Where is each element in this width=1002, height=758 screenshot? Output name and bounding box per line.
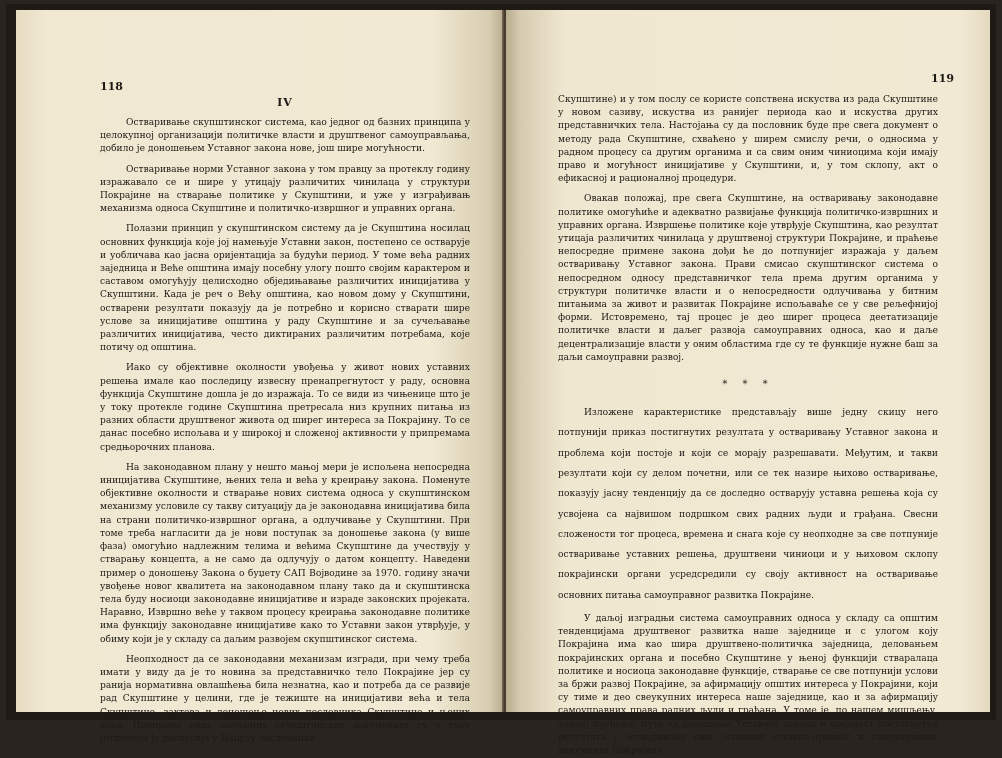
- paragraph: Остваривање норми Уставног закона у том правцу за протеклу годину изражавало се и шире у утицају различитих чинилаца у структури Покрајине на стварање политике у Скупштини, и уже у изграђивањ механизма односа Скупштине и политичко-извршног и управних органа.: [100, 164, 470, 215]
- page-number-right: 119: [931, 72, 954, 85]
- paragraph: Полазни принцип у скупштинском систему да је Скупштина носилац основних функција које јој намењује Уставни закон, постепено се остварује и уобличава као јасна оријентација за будући период. У томе већа радних заједница и Веће општина имају посебну улогу пошто својим карактером и саставом омогућују целисходно обједињавање различитих иницијатива у Скупштини. Када је реч о Већу општина, као новом дому у Скупштини, остварени резултати показују да је потребно и корисно стварати шире услове за иницијативе општина у раду Скупштине и за сучељавање различитих иницијатива, често диктираних различитим потребама, које потичу од општина.: [100, 224, 470, 354]
- book-spread: [6, 4, 996, 757]
- section-heading: IV: [277, 96, 293, 109]
- section-separator: * * *: [722, 379, 774, 391]
- paragraph: Изложене карактеристике представљају више једну скицу него потпунији приказ постигнутих резултата у остваривању Уставног закона и проблема који постоје и који се морају разрешавати. Међутим, и такви резултати који су делом почетни, или се тек назире њихово остваривање, показују јасну тенденцију да се доследно остварују уставна решења која су усвојена са највишом подршком свих радних људи и грађана. Свесни сложености тог процеса, времена и снага које су неопходне за све потпуније остваривање уставних решења, друштвени чиниоци и у њиховом склопу покрајински органи усредсредили су своју активност на остваривање основних питања самоуправног развитка Покрајине.: [558, 408, 938, 601]
- page-number-left: 118: [100, 80, 123, 93]
- paragraph: Иако су објективне околности увођења у живот нових уставних решења имале као последицу извесну пренапрегнутост у раду, основна функција Скупштине дошла је до изражаја. То се види из чињенице што је у току протекле године Скупштина претресала низ крупних питања из разних области друштвеног живота од ширег интереса за Покрајину. То се данас посебно испољава и у широкој и сложеној активности у припремама средњорочних планова.: [100, 363, 470, 453]
- paragraph: Неопходност да се законодавни механизам изгради, при чему треба имати у виду да је то новина за представничко тело Покрајине јер су ранија нормативна овлашћења била незнатна, као и потреба да се развије рад Скупштине у целини, где је тежиште на иницијативи већа и тела Скупштине, захтева и доношење нових пословника Скупштине и њених већа. Припреме ових значајних скупштинских докумената су у току (отпочела је дискусија у Нацрту пословника: [100, 654, 470, 744]
- left-page: [16, 10, 504, 744]
- paragraph: Скупштине) и у том послу се користе сопствена искуства из рада Скупштине у новом сазиву, искуства из ранијег периода као и искуства других представничких тела. Настојања су да пословник буде пре свега документ о методу рада Скупштине, схваћено у ширем смислу речи, о односима у радном процесу са другим органима и са свим оним чиниоцима који имају право и могућност иницијативе у Скупштини, и, у том склопу, акт о ефикасној и рационалној процедури.: [558, 95, 938, 185]
- paragraph: На законодавном плану у нешто мањој мери је испољена непосредна иницијатива Скупштине, њених тела и већа у креирању закона. Поменуте објективне околности и стварање нових система односа у скупштинском механизму условиле су такву ситуацију да је законодавна иницијатива била на страни политичко-извршног органа, а одлучивање у Скупштини. При томе треба нагласити да је нови поступак за доношење закона (у више фаза) омогућио надлежним телима и већима Скупштине да учествују у стварању концепта, а не само да одлучују о датом концепту. Наведени пример о доношењу Закона о буџету САП Војводине за 1970. годину значи увођење новог квалитета на законодавном плану тако да и скупштинска тела буду носиоци законодавне иницијативе и израде законских пројеката. Наравно, Извршно веће у таквом процесу креирања законодавне политике има функцију законодавне иницијативе како то Уставни закон утврђује, у обиму који је у складу са даљим развојем скупштинског система.: [100, 462, 470, 645]
- paragraph: Остваривање скупштинског система, као једног од базних принципа у целокупној организацији политичке власти и друштвеног самоуправљања, добило је доношењем Уставног закона нове, још шире могућности.: [100, 118, 470, 155]
- right-page: [506, 10, 990, 757]
- paragraph: У даљој изградњи система самоуправних односа у складу са општим тенденцијама друштвеног развитка наше заједнице и с улогом коју Покрајина има као шира друштвено-политичка заједница, делованьем покрајинских органа и посебно Скупштине у њеној функцији стваралаца политике и носиоца законодавне функције, стварање се све потпунији услови за бржи развој Покрајине, за афирмацију општих интереса у Покрајини, који су тиме и део свеукупних интереса наше заједнице, као и за афирмацију самоуправних права радних људи и грађана. У томе је, по нашем мишљењу, значај пређеног пута од доношења Уставног закона и вредност постигнутих резултата у остваривању овог основног уставно-правног и самоуправног документа Покрајине.: [558, 614, 938, 757]
- paragraph: Овакав положај, пре свега Скупштине, на остваривању законодавне политике омогућиће и адекватно развијање функција политичко-извршних и управних органа. Извршење политике које утврђује Скупштина, као резултат утицаја различитих чинилаца у друштвеној структури Покрајине, и праћење непосредне примене закона дођи ће до потпунијег изражаја у даљем остваривању Уставног закона. Прави смисао скупштинског система о непосредном односу представничког тела према другим органима у структури политичке власти и о непосредности одлучивања у битним питањима за живот и развитак Покрајине испољаваће се у све рељефнијој форми. Истовремено, тај процес је део ширег процеса деетатизације политичке власти и даљег развоја самоуправних односа, као и даље децентрализације власти у оним областима где су те функције нужне баш за даљи самоуправни развој.: [558, 194, 938, 363]
